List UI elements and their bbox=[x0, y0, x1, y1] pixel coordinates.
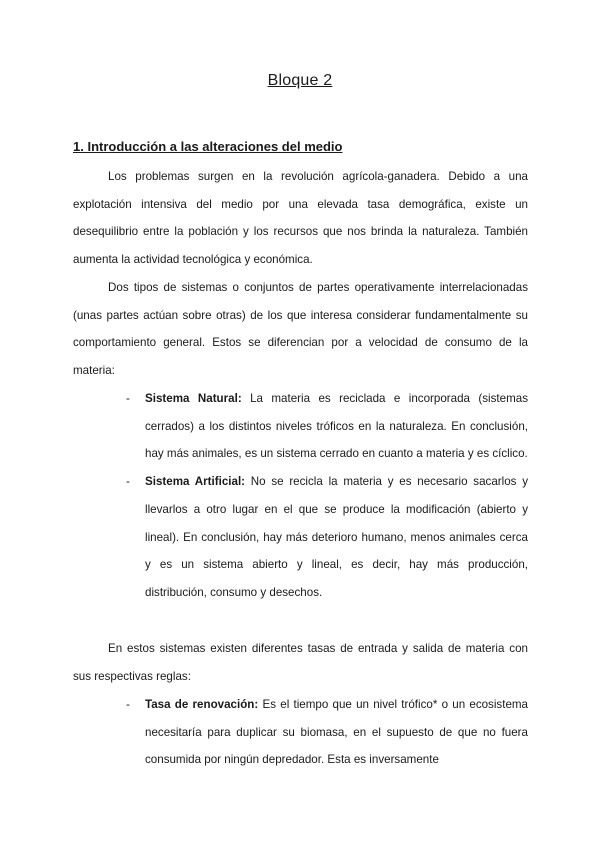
rates-list bbox=[122, 691, 528, 774]
list-item-renewal-rate bbox=[122, 691, 528, 774]
bullet-dash: - bbox=[126, 698, 130, 711]
paragraph-problems: Los problemas surgen en la revolución agrícola-ganadera. Debido a una explotación intensiva del medio por una elevada tasa demográfica, existe un desequilibrio entre la población y los recursos que nos brinda la naturaleza. También aumenta la actividad tecnológica y económica. bbox=[73, 170, 528, 267]
systems-list bbox=[122, 385, 528, 607]
description-renewal-rate: Es el tiempo que un nivel trófico* o un ecosistema necesitaría para duplicar su biomasa, en el supuesto de que no fuera consumida por ningún depredador. Esta es inversamente bbox=[145, 698, 529, 767]
term-renewal-rate: Tasa de renovación: bbox=[145, 698, 259, 711]
paragraph-rates-intro: En estos sistemas existen diferentes tasas de entrada y salida de materia con sus respectivas reglas: bbox=[73, 642, 528, 683]
term-natural-system: Sistema Natural: bbox=[145, 392, 242, 405]
paragraph-systems-intro: Dos tipos de sistemas o conjuntos de partes operativamente interrelacionadas (unas partes actúan sobre otras) de los que interesa considerar fundamentalmente su comportamiento general. Estos se diferencian por a velocidad de consumo de la materia: bbox=[73, 281, 528, 378]
term-artificial-system: Sistema Artificial: bbox=[145, 475, 246, 489]
section-heading: 1. Introducción a las alteraciones del medio bbox=[73, 139, 343, 154]
list-item-artificial-system bbox=[122, 468, 528, 607]
description-artificial-system: No se recicla la materia y es necesario sacarlos y llevarlos a otro lugar en el que se produce la modificación (abierto y lineal). En conclusión, hay más deterioro humano, menos animales cerca y es un sistema abierto y lineal, es decir, hay más producción, distribución, consumo y desechos. bbox=[145, 475, 528, 599]
description-natural-system: La materia es reciclada e incorporada (sistemas cerrados) a los distintos niveles tróficos en la naturaleza. En conclusión, hay más animales, es un sistema cerrado en cuanto a materia y es cíclico. bbox=[145, 392, 528, 461]
document-title: Bloque 2 bbox=[267, 72, 333, 89]
list-item-natural-system bbox=[122, 385, 528, 468]
bullet-dash: - bbox=[126, 392, 130, 405]
bullet-dash: - bbox=[126, 475, 130, 489]
